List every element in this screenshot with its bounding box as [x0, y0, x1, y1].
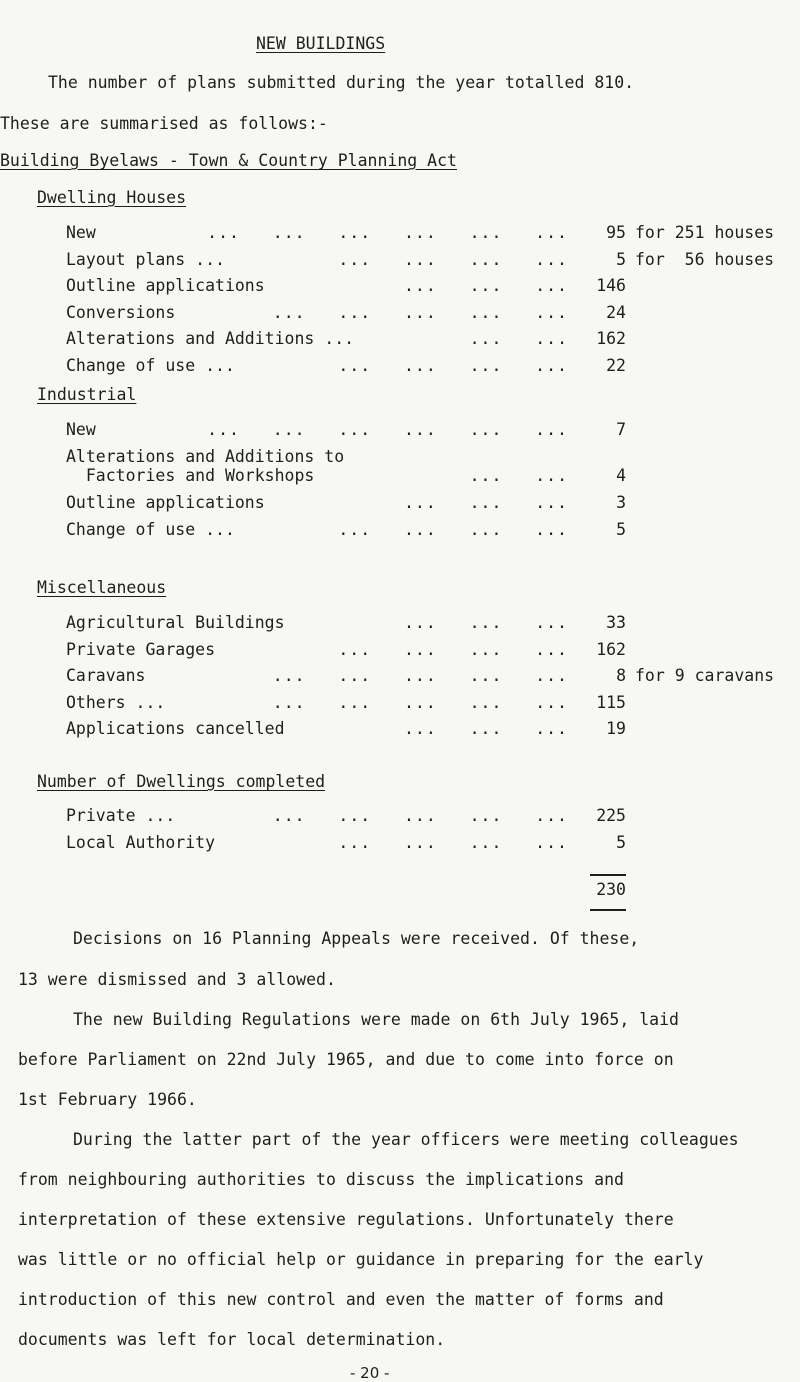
row-leader-dots: ... ... ... ... ... [272, 692, 568, 712]
row-label: Outline applications [66, 493, 265, 512]
section-title: Building Byelaws - Town & Country Planning Act [0, 151, 457, 170]
row-leader-dots: ... ... ... [403, 613, 568, 632]
row-leader-dots: ... ... [469, 466, 568, 485]
table-row [0, 833, 800, 859]
row-leader-dots: ... ... ... ... [338, 520, 568, 539]
row-leader-dots: ... ... ... ... ... [272, 806, 568, 825]
row-value: 162 [596, 329, 626, 348]
row-label: Applications cancelled [66, 719, 285, 738]
row-label: Local Authority [66, 833, 216, 852]
row-value: 4 [616, 466, 626, 485]
row-leader-dots: ... ... ... ... [338, 355, 568, 375]
table-row [0, 640, 800, 666]
row-note: for 251 houses [635, 223, 775, 242]
row-value: 22 [606, 355, 626, 375]
miscellaneous-title: Miscellaneous [37, 578, 167, 597]
table-row [0, 420, 800, 446]
row-label: Factories and Workshops [66, 466, 315, 485]
paragraph-3-line-4: was little or no official help or guidance in preparing for the early [18, 1250, 704, 1269]
row-label: Outline applications [66, 276, 265, 295]
paragraph-2-line-2: before Parliament on 22nd July 1965, and due to come into force on [18, 1050, 674, 1069]
row-label: Change of use ... [66, 520, 235, 539]
row-label: Others ... [66, 692, 166, 712]
table-row [0, 806, 800, 832]
table-row [0, 693, 800, 719]
paragraph-3-line-1: During the latter part of the year officers were meeting colleagues [73, 1130, 739, 1149]
paragraph-1-line-1: Decisions on 16 Planning Appeals were received. Of these, [73, 929, 640, 948]
row-leader-dots: ... ... ... ... ... ... [207, 420, 568, 439]
table-row [0, 466, 800, 492]
table-row [0, 329, 800, 355]
dwelling-title: Dwelling Houses [37, 188, 187, 207]
row-label: Private ... [66, 806, 176, 825]
row-label: Caravans [66, 666, 146, 685]
row-label: New [66, 420, 96, 439]
row-label: Change of use ... [66, 355, 235, 375]
row-label: Layout plans ... [66, 249, 225, 269]
row-leader-dots: ... ... ... ... [338, 639, 568, 659]
paragraph-3-line-5: introduction of this new control and even the matter of forms and [18, 1290, 664, 1309]
row-note: for 9 caravans [635, 666, 775, 685]
row-leader-dots: ... ... ... [403, 493, 568, 512]
row-value: 33 [606, 613, 626, 632]
table-row [0, 493, 800, 519]
row-label: Alterations and Additions to [66, 447, 345, 466]
row-value: 7 [616, 420, 626, 439]
paragraph-2-line-3: 1st February 1966. [18, 1090, 197, 1109]
row-value: 225 [596, 806, 626, 825]
row-value: 162 [596, 639, 626, 659]
paragraph-2-line-1: The new Building Regulations were made on 6th July 1965, laid [73, 1010, 679, 1029]
completed-title: Number of Dwellings completed [37, 772, 326, 791]
table-row [0, 719, 800, 745]
industrial-title: Industrial [37, 385, 137, 404]
row-leader-dots: ... ... ... ... [338, 249, 568, 269]
row-leader-dots: ... ... ... [403, 719, 568, 738]
table-row [0, 520, 800, 546]
row-leader-dots: ... ... ... ... ... [272, 666, 568, 685]
completed-total: 230 [596, 880, 626, 899]
table-row [0, 613, 800, 639]
row-leader-dots: ... ... ... ... ... [272, 302, 568, 322]
paragraph-1-line-2: 13 were dismissed and 3 allowed. [18, 970, 336, 989]
row-value: 5 [616, 833, 626, 852]
intro-line-2: These are summarised as follows:- [0, 114, 328, 133]
row-label: New [66, 223, 96, 242]
table-row [0, 223, 800, 249]
row-value: 8 [616, 666, 626, 685]
table-row [0, 356, 800, 382]
total-rule-top [590, 874, 626, 876]
total-rule-bottom [590, 909, 626, 911]
row-value: 5 [616, 249, 626, 269]
row-value: 3 [616, 493, 626, 512]
row-value: 19 [606, 719, 626, 738]
table-row [0, 276, 800, 302]
row-leader-dots: ... ... ... ... [338, 833, 568, 852]
row-label: Agricultural Buildings [66, 613, 285, 632]
paragraph-3-line-3: interpretation of these extensive regulations. Unfortunately there [18, 1210, 674, 1229]
table-row [0, 250, 800, 276]
row-label: Conversions [66, 302, 176, 322]
page-number: - 20 - [350, 1364, 390, 1382]
row-value: 95 [606, 223, 626, 242]
intro-line-1: The number of plans submitted during the year totalled 810. [48, 73, 635, 92]
page-heading: NEW BUILDINGS [256, 34, 386, 53]
table-row [0, 303, 800, 329]
paragraph-3-line-2: from neighbouring authorities to discuss the implications and [18, 1170, 624, 1189]
row-leader-dots: ... ... ... ... ... ... [207, 223, 568, 242]
row-leader-dots: ... ... [469, 329, 568, 348]
row-value: 24 [606, 302, 626, 322]
row-value: 5 [616, 520, 626, 539]
paragraph-3-line-6: documents was left for local determination. [18, 1330, 446, 1349]
row-note: for 56 houses [635, 249, 775, 269]
table-row [0, 666, 800, 692]
row-label: Alterations and Additions ... [66, 329, 355, 348]
row-value: 146 [596, 276, 626, 295]
row-label: Private Garages [66, 639, 216, 659]
row-leader-dots: ... ... ... [403, 276, 568, 295]
row-value: 115 [596, 692, 626, 712]
